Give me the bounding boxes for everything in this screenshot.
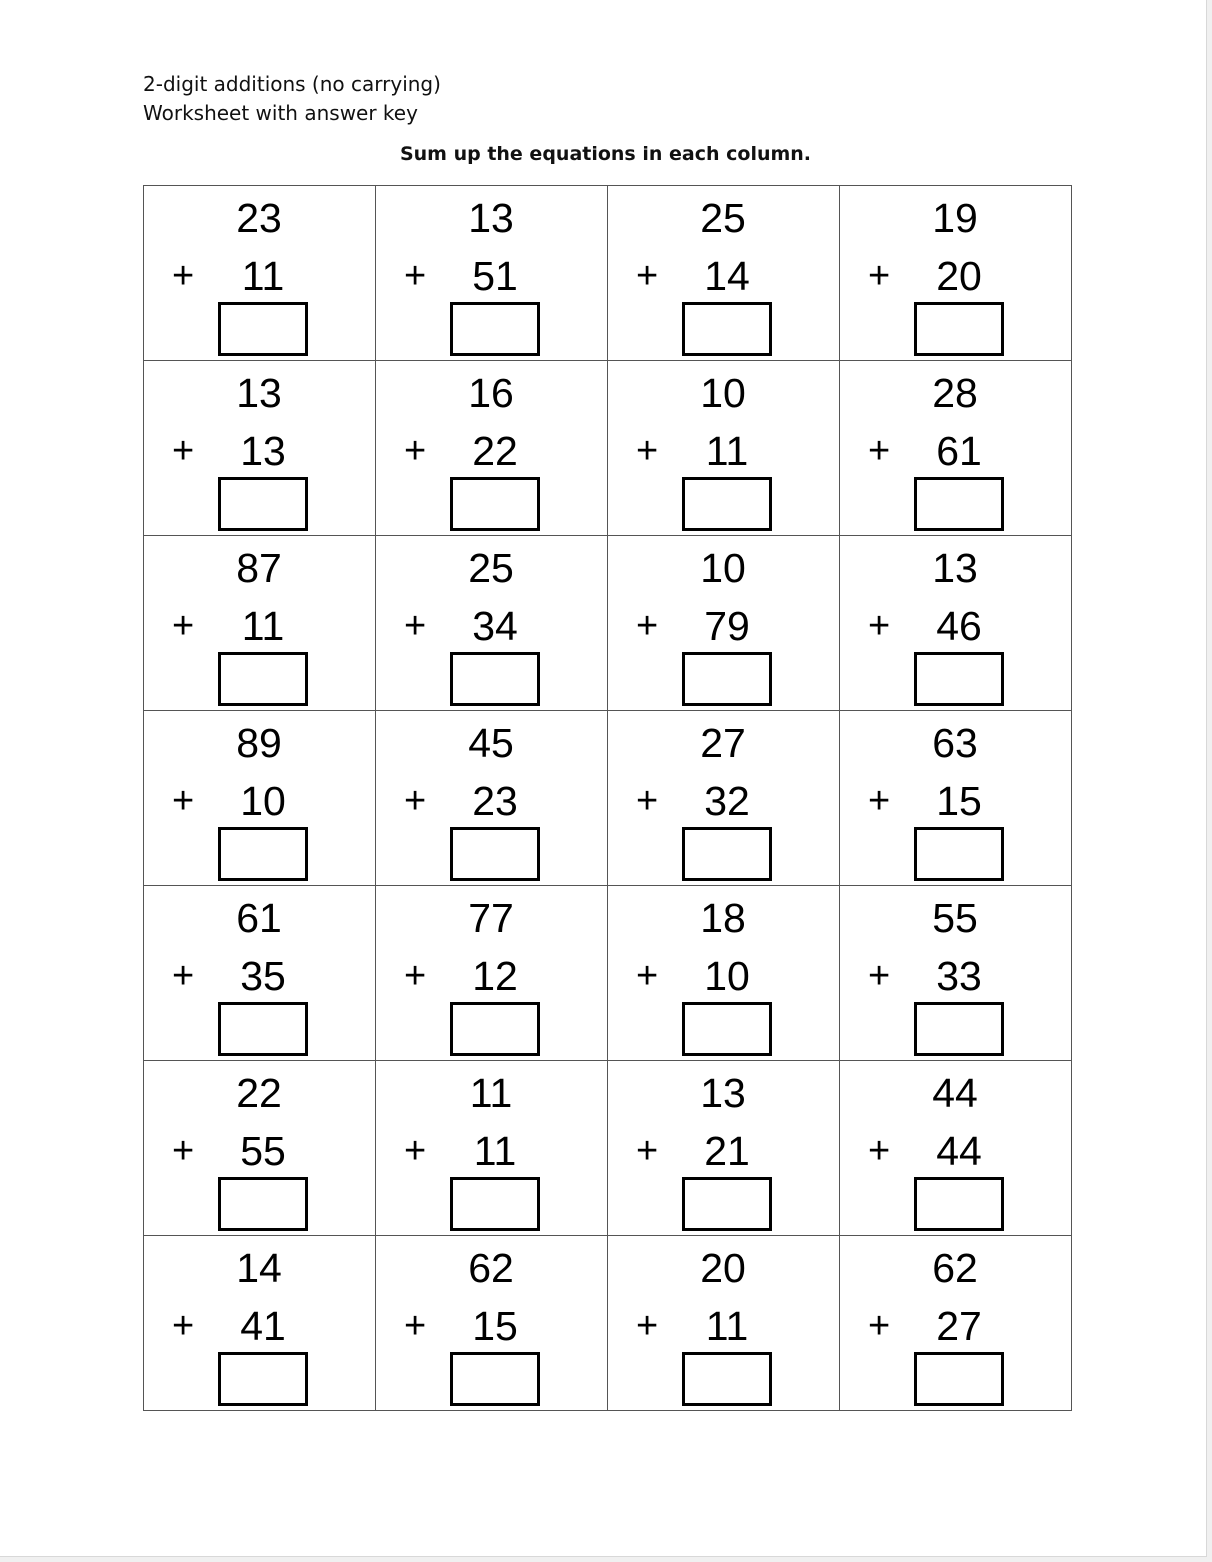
second-addend: 15 (936, 778, 982, 824)
first-addend: 62 (932, 1245, 978, 1291)
answer-box[interactable] (914, 652, 1004, 706)
plus-sign: + (172, 1305, 195, 1347)
plus-sign: + (404, 605, 427, 647)
problem-cell (840, 1236, 1072, 1411)
addition-problem (608, 186, 839, 360)
answer-box[interactable] (450, 1177, 540, 1231)
plus-sign: + (172, 780, 195, 822)
plus-sign: + (172, 430, 195, 472)
addition-problem (608, 886, 839, 1060)
first-addend: 25 (700, 195, 746, 241)
answer-box[interactable] (914, 1002, 1004, 1056)
second-addend: 61 (936, 428, 982, 474)
first-addend: 89 (236, 720, 282, 766)
answer-box[interactable] (914, 1352, 1004, 1406)
plus-sign: + (636, 955, 659, 997)
answer-box[interactable] (218, 827, 308, 881)
first-addend: 13 (236, 370, 282, 416)
first-addend: 27 (700, 720, 746, 766)
problem-row (144, 1061, 1072, 1236)
answer-box[interactable] (218, 652, 308, 706)
plus-sign: + (404, 1130, 427, 1172)
problem-cell (840, 361, 1072, 536)
problem-cell (840, 886, 1072, 1061)
answer-box[interactable] (682, 652, 772, 706)
second-addend: 44 (936, 1128, 982, 1174)
plus-sign: + (636, 430, 659, 472)
addition-problem (608, 536, 839, 710)
first-addend: 13 (932, 545, 978, 591)
plus-sign: + (404, 1305, 427, 1347)
plus-sign: + (636, 1130, 659, 1172)
worksheet-instruction: Sum up the equations in each column. (399, 143, 812, 165)
problem-cell (144, 186, 376, 361)
answer-box[interactable] (218, 477, 308, 531)
problem-cell (840, 1061, 1072, 1236)
answer-box[interactable] (218, 302, 308, 356)
problem-row (144, 1236, 1072, 1411)
plus-sign: + (404, 430, 427, 472)
answer-box[interactable] (218, 1352, 308, 1406)
answer-box[interactable] (682, 1177, 772, 1231)
first-addend: 16 (468, 370, 514, 416)
first-addend: 20 (700, 1245, 746, 1291)
answer-box[interactable] (450, 302, 540, 356)
problem-cell (608, 1061, 840, 1236)
second-addend: 23 (472, 778, 518, 824)
plus-sign: + (172, 255, 195, 297)
first-addend: 87 (236, 545, 282, 591)
problem-cell (376, 1061, 608, 1236)
first-addend: 44 (932, 1070, 978, 1116)
first-addend: 28 (932, 370, 978, 416)
problem-cell (608, 186, 840, 361)
addition-problem (144, 186, 375, 360)
addition-problem (376, 1061, 607, 1235)
plus-sign: + (868, 605, 891, 647)
answer-box[interactable] (450, 477, 540, 531)
first-addend: 63 (932, 720, 978, 766)
first-addend: 13 (700, 1070, 746, 1116)
first-addend: 45 (468, 720, 514, 766)
first-addend: 77 (468, 895, 514, 941)
first-addend: 11 (469, 1070, 513, 1116)
plus-sign: + (404, 955, 427, 997)
first-addend: 10 (700, 545, 746, 591)
problem-cell (608, 1236, 840, 1411)
second-addend: 35 (240, 953, 286, 999)
answer-box[interactable] (218, 1002, 308, 1056)
first-addend: 62 (468, 1245, 514, 1291)
first-addend: 55 (932, 895, 978, 941)
second-addend: 41 (240, 1303, 286, 1349)
addition-problem (144, 1061, 375, 1235)
problem-cell (840, 536, 1072, 711)
addition-problem (840, 361, 1071, 535)
addition-problem (608, 1061, 839, 1235)
addition-problem (144, 1236, 375, 1410)
plus-sign: + (868, 430, 891, 472)
first-addend: 10 (700, 370, 746, 416)
second-addend: 12 (472, 953, 518, 999)
second-addend: 55 (240, 1128, 286, 1174)
addition-problem (376, 186, 607, 360)
answer-box[interactable] (682, 1352, 772, 1406)
addition-problem (608, 711, 839, 885)
problem-row (144, 886, 1072, 1061)
problem-cell (608, 361, 840, 536)
first-addend: 61 (236, 895, 282, 941)
answer-box[interactable] (682, 302, 772, 356)
second-addend: 33 (936, 953, 982, 999)
worksheet-title: 2-digit additions (no carrying) (143, 72, 441, 96)
addition-problem (840, 186, 1071, 360)
addition-problem (376, 886, 607, 1060)
second-addend: 21 (704, 1128, 750, 1174)
second-addend: 46 (936, 603, 982, 649)
first-addend: 13 (468, 195, 514, 241)
second-addend: 27 (936, 1303, 982, 1349)
second-addend: 10 (704, 953, 750, 999)
problem-cell (840, 186, 1072, 361)
answer-box[interactable] (682, 827, 772, 881)
second-addend: 15 (472, 1303, 518, 1349)
answer-box[interactable] (450, 827, 540, 881)
second-addend: 22 (472, 428, 518, 474)
problem-cell (840, 711, 1072, 886)
problem-cell (376, 536, 608, 711)
plus-sign: + (868, 780, 891, 822)
second-addend: 11 (241, 253, 285, 299)
problem-row (144, 186, 1072, 361)
problem-cell (608, 711, 840, 886)
problem-cell (144, 361, 376, 536)
second-addend: 13 (240, 428, 286, 474)
problem-cell (144, 1236, 376, 1411)
answer-box[interactable] (914, 827, 1004, 881)
addition-problem (840, 1236, 1071, 1410)
plus-sign: + (404, 780, 427, 822)
answer-box[interactable] (450, 652, 540, 706)
second-addend: 11 (705, 428, 749, 474)
problem-cell (144, 536, 376, 711)
plus-sign: + (172, 605, 195, 647)
plus-sign: + (636, 780, 659, 822)
answer-box[interactable] (682, 1002, 772, 1056)
second-addend: 79 (704, 603, 750, 649)
problem-cell (376, 1236, 608, 1411)
plus-sign: + (636, 1305, 659, 1347)
plus-sign: + (404, 255, 427, 297)
addition-problem (376, 711, 607, 885)
second-addend: 11 (473, 1128, 517, 1174)
first-addend: 19 (932, 195, 978, 241)
addition-problem (840, 536, 1071, 710)
answer-box[interactable] (218, 1177, 308, 1231)
second-addend: 51 (472, 253, 518, 299)
problem-row (144, 711, 1072, 886)
problem-cell (376, 711, 608, 886)
addition-problem (840, 886, 1071, 1060)
answer-box[interactable] (450, 1352, 540, 1406)
first-addend: 22 (236, 1070, 282, 1116)
problem-cell (608, 886, 840, 1061)
addition-problem (840, 711, 1071, 885)
addition-problem (608, 1236, 839, 1410)
addition-problem (376, 361, 607, 535)
second-addend: 32 (704, 778, 750, 824)
second-addend: 10 (240, 778, 286, 824)
problem-cell (376, 186, 608, 361)
plus-sign: + (172, 1130, 195, 1172)
second-addend: 34 (472, 603, 518, 649)
plus-sign: + (636, 255, 659, 297)
plus-sign: + (868, 955, 891, 997)
plus-sign: + (172, 955, 195, 997)
problem-cell (144, 711, 376, 886)
addition-problem (144, 711, 375, 885)
first-addend: 23 (236, 195, 282, 241)
plus-sign: + (868, 1130, 891, 1172)
problem-grid (143, 185, 1072, 1411)
answer-box[interactable] (450, 1002, 540, 1056)
problem-cell (144, 1061, 376, 1236)
answer-box[interactable] (682, 477, 772, 531)
addition-problem (376, 536, 607, 710)
problem-cell (376, 886, 608, 1061)
worksheet-subtitle: Worksheet with answer key (143, 101, 418, 125)
second-addend: 20 (936, 253, 982, 299)
addition-problem (840, 1061, 1071, 1235)
second-addend: 14 (704, 253, 750, 299)
first-addend: 18 (700, 895, 746, 941)
plus-sign: + (636, 605, 659, 647)
problem-cell (376, 361, 608, 536)
addition-problem (608, 361, 839, 535)
first-addend: 14 (236, 1245, 282, 1291)
problem-cell (144, 886, 376, 1061)
plus-sign: + (868, 1305, 891, 1347)
problem-row (144, 361, 1072, 536)
problem-row (144, 536, 1072, 711)
first-addend: 25 (468, 545, 514, 591)
addition-problem (144, 361, 375, 535)
addition-problem (144, 886, 375, 1060)
answer-box[interactable] (914, 1177, 1004, 1231)
addition-problem (376, 1236, 607, 1410)
second-addend: 11 (241, 603, 285, 649)
answer-box[interactable] (914, 477, 1004, 531)
second-addend: 11 (705, 1303, 749, 1349)
plus-sign: + (868, 255, 891, 297)
answer-box[interactable] (914, 302, 1004, 356)
addition-problem (144, 536, 375, 710)
problem-cell (608, 536, 840, 711)
